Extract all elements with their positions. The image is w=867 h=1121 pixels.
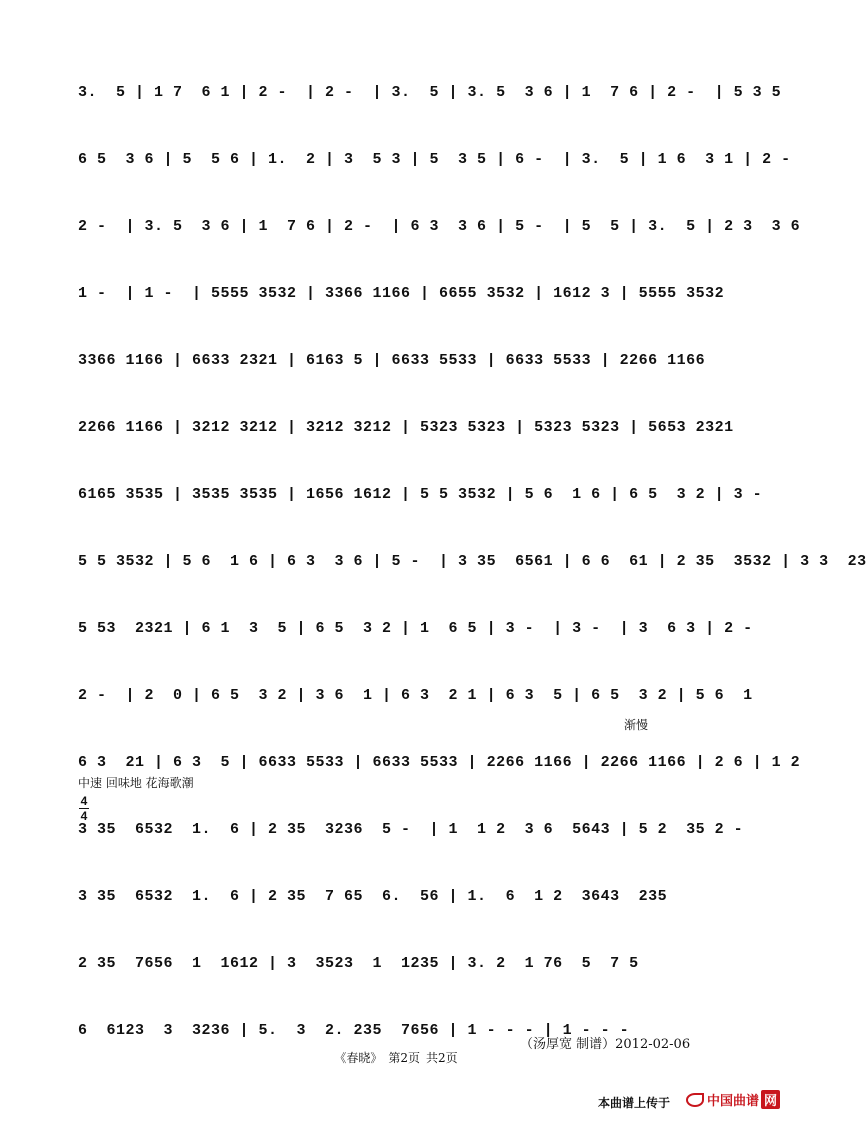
- page-footer: [0, 1049, 792, 1066]
- score-row-7: [70, 464, 763, 531]
- notation-line: 5 53 2321 | 6 1 3 5 | 6 5 3 2 | 1 6 5 | 3 - | 3 - | 3 6 3 | 2 -: [78, 620, 753, 637]
- score-row-8: [70, 531, 867, 598]
- site-logo[interactable]: [686, 1090, 780, 1109]
- notation-line: 3. 5 | 1 7 6 1 | 2 - | 2 - | 3. 5 | 3. 5 3 6 | 1 7 6 | 2 - | 5 3 5: [78, 84, 782, 101]
- notation-line: 3366 1166 | 6633 2321 | 6163 5 | 6633 5533 | 6633 5533 | 2266 1166: [78, 352, 706, 369]
- score-row-12: [70, 799, 744, 866]
- score-row-4: [70, 263, 725, 330]
- score-row-5: [70, 330, 720, 397]
- score-row-6: [70, 397, 734, 464]
- logo-suffix: 网: [761, 1090, 780, 1109]
- notation-line: 2266 1166 | 3212 3212 | 3212 3212 | 5323 5323 | 5323 5323 | 5653 2321: [78, 419, 734, 436]
- time-signature-top: 4: [80, 794, 88, 808]
- footer-page: 第2页: [388, 1051, 420, 1065]
- logo-name: 中国曲谱: [707, 1094, 760, 1109]
- notation-line: 6 6123 3 3236 | 5. 3 2. 235 7656 | 1 - - - | 1 - - -: [78, 1022, 630, 1039]
- notation-line: 3 35 6532 1. 6 | 2 35 7 65 6. 56 | 1. 6 1 2 3643 235: [78, 888, 668, 905]
- score-row-10: [70, 665, 753, 732]
- notation-line: 6165 3535 | 3535 3535 | 1656 1612 | 5 5 3532 | 5 6 1 6 | 6 5 3 2 | 3 -: [78, 486, 763, 503]
- score-row-1: [70, 62, 782, 129]
- notation-line: 2 - | 2 0 | 6 5 3 2 | 3 6 1 | 6 3 2 1 | 6 3 5 | 6 5 3 2 | 5 6 1: [78, 687, 753, 704]
- score-row-14: [70, 933, 720, 1000]
- notation-line: 6 3 21 | 6 3 5 | 6633 5533 | 6633 5533 | 2266 1166 | 2266 1166 | 2 6 | 1 2: [78, 754, 801, 771]
- notation-line: 2 - | 3. 5 3 6 | 1 7 6 | 2 - | 6 3 3 6 | 5 - | 5 5 | 3. 5 | 2 3 3 6: [78, 218, 801, 235]
- upload-note: 本曲谱上传于: [598, 1096, 671, 1110]
- score-row-3: [70, 196, 801, 263]
- score-row-13: [70, 866, 720, 933]
- transcriber-credit: （汤厚宽 制谱）2012-02-06: [520, 1037, 691, 1052]
- notation-line: 6 5 3 6 | 5 5 6 | 1. 2 | 3 5 3 | 5 3 5 | 6 - | 3. 5 | 1 6 3 1 | 2 -: [78, 151, 791, 168]
- ritardando-mark: 渐慢: [624, 718, 649, 732]
- footer-title: 《春晓》: [334, 1051, 383, 1065]
- time-signature: [79, 795, 89, 822]
- notation-line: 3 35 6532 1. 6 | 2 35 3236 5 - | 1 1 2 3 6 5643 | 5 2 35 2 -: [78, 821, 744, 838]
- score-row-9: [70, 598, 753, 665]
- notation-line: 1 - | 1 - | 5555 3532 | 3366 1166 | 6655 3532 | 1612 3 | 5555 3532: [78, 285, 725, 302]
- score-body: [70, 62, 867, 1067]
- time-signature-bottom: 4: [80, 809, 88, 823]
- notation-line: 5 5 3532 | 5 6 1 6 | 6 3 3 6 | 5 - | 3 35 6561 | 6 6 61 | 2 35 3532 | 3 3 23: [78, 553, 867, 570]
- notation-line: 2 35 7656 1 1612 | 3 3523 1 1235 | 3. 2 1 76 5 7 5: [78, 955, 639, 972]
- footer-total: 共2页: [426, 1051, 458, 1065]
- clef-logo-icon: [686, 1093, 704, 1107]
- tempo-marking: 中速 回味地 花海歌潮: [78, 776, 194, 790]
- score-row-2: [70, 129, 791, 196]
